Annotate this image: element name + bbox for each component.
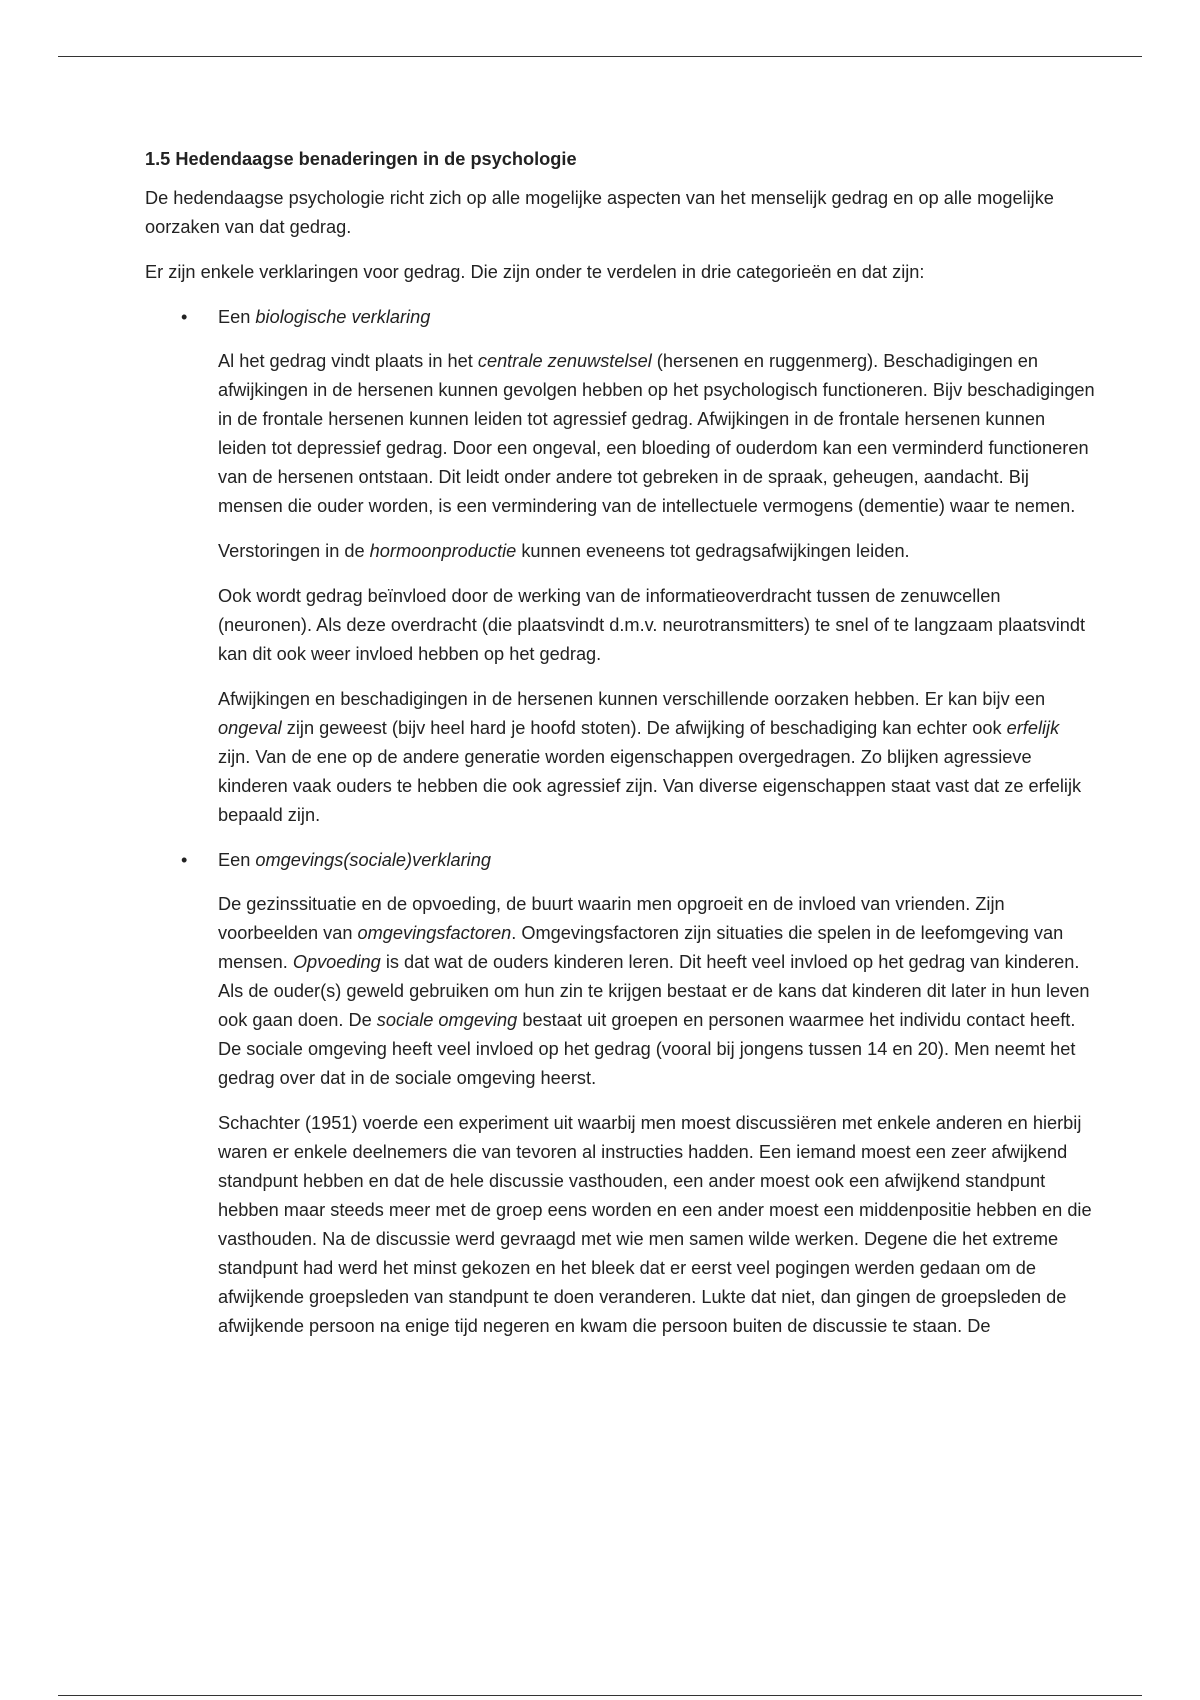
biological-section (145, 347, 1095, 830)
document-page (145, 146, 1095, 1357)
bullet-environmental (145, 846, 1095, 875)
header-rule (58, 56, 1142, 57)
env-paragraph-1: De gezinssituatie en de opvoeding, de buurt waarin men opgroeit en de invloed van vrienden. Zijn voorbeelden van omgevingsfactoren. Omgevingsfactoren zijn situaties die spelen in de leefomgeving van mensen. Opvoeding is dat wat de ouders kinderen leren. Dit heeft veel invloed op het gedrag van kinderen. Als de ouder(s) geweld gebruiken om hun zin te krijgen bestaat er de kans dat kinderen dit later in hun leven ook gaan doen. De sociale omgeving bestaat uit groepen en personen waarmee het individu contact heeft. De sociale omgeving heeft veel invloed op het gedrag (vooral bij jongens tussen 14 en 20). Men neemt het gedrag over dat in de sociale omgeving heerst. (218, 894, 1090, 1088)
bullet-biological (145, 303, 1095, 332)
environmental-section (145, 890, 1095, 1341)
bio-paragraph-2: Verstoringen in de hormoonproductie kunnen eveneens tot gedragsafwijkingen leiden. (218, 541, 910, 561)
env-paragraph-2: Schachter (1951) voerde een experiment uit waarbij men moest discussiëren met enkele anderen en hierbij waren er enkele deelnemers die van tevoren al instructies hadden. Een iemand moest een zeer afwijkend standpunt hebben en dat de hele discussie vasthouden, een ander moest ook een afwijkend standpunt hebben maar steeds meer met de groep eens worden en een ander moest een middenpositie hebben en die vasthouden. Na de discussie werd gevraagd met wie men samen wilde werken. Degene die het extreme standpunt had werd het minst gekozen en het bleek dat er eerst veel pogingen werden gedaan om de afwijkende groepsleden van standpunt te doen veranderen. Lukte dat niet, dan gingen de groepsleden de afwijkende persoon na enige tijd negeren en kwam die persoon buiten de discussie te staan. De (218, 1113, 1092, 1336)
bullet-lead: Een (218, 307, 256, 327)
bio-paragraph-4: Afwijkingen en beschadigingen in de hersenen kunnen verschillende oorzaken hebben. Er kan bijv een ongeval zijn geweest (bijv heel hard je hoofd stoten). De afwijking of beschadiging kan echter ook erfelijk zijn. Van de ene op de andere generatie worden eigenschappen overgedragen. Zo blijken agressieve kinderen vaak ouders te hebben die ook agressief zijn. Van diverse eigenschappen staat vast dat ze erfelijk bepaald zijn. (218, 689, 1082, 825)
footer-rule (58, 1695, 1142, 1696)
bullet-term: omgevings(sociale)verklaring (255, 850, 491, 870)
intro-categories-paragraph: Er zijn enkele verklaringen voor gedrag. Die zijn onder te verdelen in drie categorieën en dat zijn: (145, 262, 925, 282)
bullet-dot: • (181, 307, 188, 327)
bullet-dot: • (181, 850, 188, 870)
intro-paragraph: De hedendaagse psychologie richt zich op alle mogelijke aspecten van het menselijk gedrag en op alle mogelijke oorzaken van dat gedrag. (145, 188, 1054, 237)
bio-paragraph-1: Al het gedrag vindt plaats in het centrale zenuwstelsel (hersenen en ruggenmerg). Beschadigingen en afwijkingen in de hersenen kunnen gevolgen hebben op het psychologisch functioneren. Bijv beschadigingen in de frontale hersenen kunnen leiden tot agressief gedrag. Afwijkingen in de frontale hersenen kunnen leiden tot depressief gedrag. Door een ongeval, een bloeding of ouderdom kan een verminderd functioneren van de hersenen ontstaan. Dit leidt onder andere tot gebreken in de spraak, geheugen, aandacht. Bij mensen die ouder worden, is een vermindering van de intellectuele vermogens (dementie) waar te nemen. (218, 351, 1095, 516)
bio-paragraph-3: Ook wordt gedrag beïnvloed door de werking van de informatieoverdracht tussen de zenuwcellen (neuronen). Als deze overdracht (die plaatsvindt d.m.v. neurotransmitters) te snel of te langzaam plaatsvindt kan dit ook weer invloed hebben op het gedrag. (218, 586, 1086, 664)
section-heading: 1.5 Hedendaagse benaderingen in de psychologie (145, 149, 577, 169)
bullet-lead: Een (218, 850, 256, 870)
bullet-term: biologische verklaring (255, 307, 431, 327)
